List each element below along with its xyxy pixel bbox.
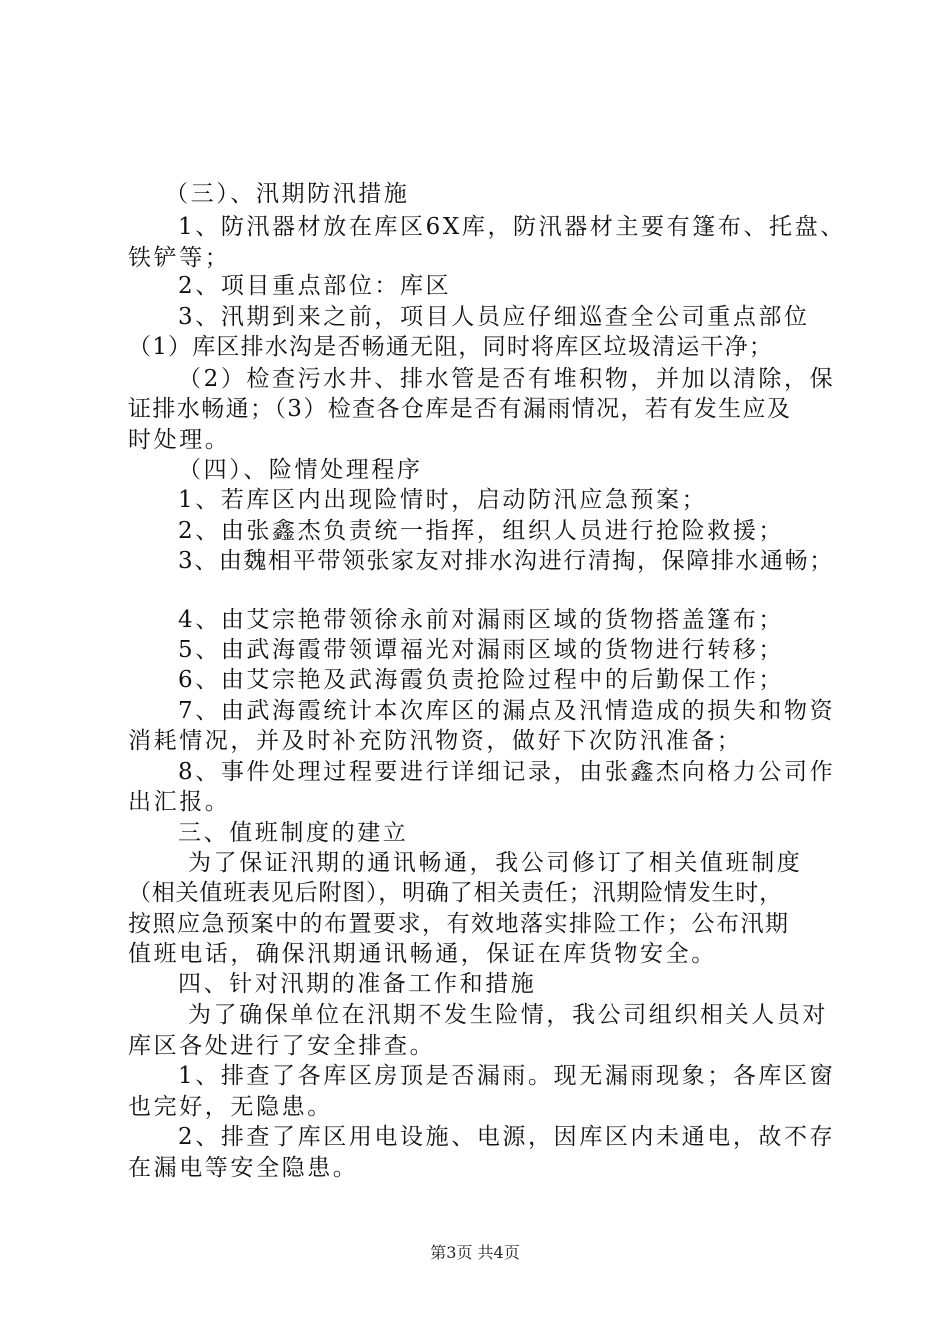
text-line: 四、针对汛期的准备工作和措施 [178, 971, 537, 997]
page-number-footer: 第3页 共4页 [430, 1243, 520, 1262]
text-line: 也完好，无隐患。 [128, 1094, 333, 1120]
text-line: 1、防汛器材放在库区6X库，防汛器材主要有篷布、托盘、 [178, 214, 846, 240]
text-line: 出汇报。 [128, 789, 231, 815]
text-line: 证排水畅通；（3）检查各仓库是否有漏雨情况，若有发生应及 [128, 396, 792, 422]
text-line: 4、由艾宗艳带领徐永前对漏雨区域的货物搭盖篷布； [178, 607, 785, 633]
text-line: 按照应急预案中的布置要求，有效地落实排险工作；公布汛期 [128, 911, 790, 937]
text-line: （四）、险情处理程序 [178, 457, 423, 483]
text-line: 2、项目重点部位：库区 [178, 273, 452, 299]
text-line: 铁铲等； [128, 245, 231, 271]
text-line: 1、排查了各库区房顶是否漏雨。现无漏雨现象；各库区窗 [178, 1063, 836, 1089]
text-line: 1、若库区内出现险情时，启动防汛应急预案； [178, 487, 708, 513]
text-line: 7、由武海霞统计本次库区的漏点及汛情造成的损失和物资 [178, 698, 836, 724]
text-line: （三）、汛期防汛措施 [165, 181, 410, 207]
text-line: 3、由魏相平带领张家友对排水沟进行清掏，保障排水通畅； [178, 548, 834, 574]
text-line: 三、值班制度的建立 [178, 820, 409, 846]
text-line: 消耗情况，并及时补充防汛物资，做好下次防汛准备； [128, 728, 743, 754]
text-line: 为了确保单位在汛期不发生险情，我公司组织相关人员对 [188, 1002, 828, 1028]
text-line: 在漏电等安全隐患。 [128, 1155, 359, 1181]
text-line: （2）检查污水井、排水管是否有堆积物，并加以清除，保 [178, 366, 836, 392]
text-line: 时处理。 [128, 427, 231, 453]
text-line: 3、汛期到来之前，项目人员应仔细巡查全公司重点部位 [178, 304, 810, 330]
text-line: 为了保证汛期的通讯畅通，我公司修订了相关值班制度 [188, 850, 803, 876]
text-line: （1）库区排水沟是否畅通无阻，同时将库区垃圾清运干净； [128, 334, 774, 360]
text-line: 2、由张鑫杰负责统一指挥，组织人员进行抢险救援； [178, 518, 785, 544]
text-line: 库区各处进行了安全排查。 [128, 1033, 436, 1059]
text-line: 8、事件处理过程要进行详细记录，由张鑫杰向格力公司作 [178, 759, 836, 785]
text-line: 6、由艾宗艳及武海霞负责抢险过程中的后勤保工作； [178, 667, 785, 693]
text-line: 2、排查了库区用电设施、电源，因库区内未通电，故不存 [178, 1124, 836, 1150]
text-line: 值班电话，确保汛期通讯畅通，保证在库货物安全。 [128, 941, 717, 967]
text-line: （相关值班表见后附图），明确了相关责任；汛期险情发生时， [128, 880, 783, 906]
text-line: 5、由武海霞带领谭福光对漏雨区域的货物进行转移； [178, 637, 785, 663]
